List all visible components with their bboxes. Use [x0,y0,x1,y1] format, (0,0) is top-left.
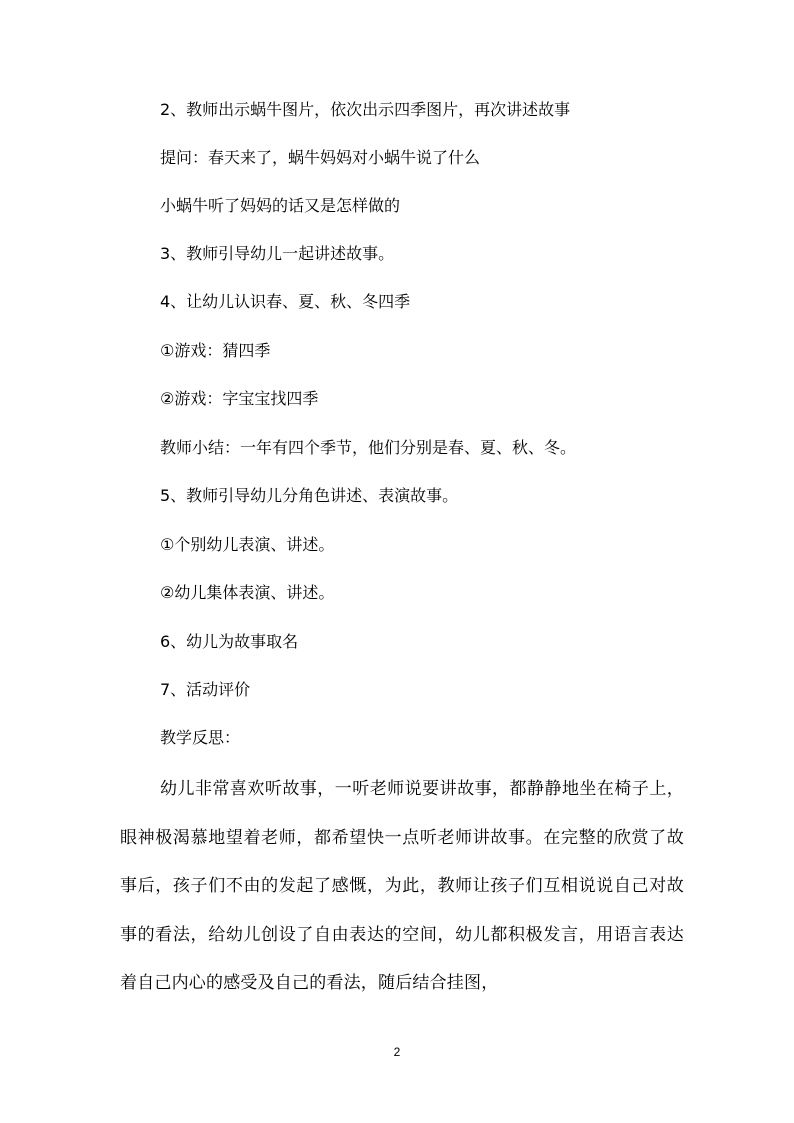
text-line-2: 提问：春天来了，蜗牛妈妈对小蜗牛说了什么 [160,148,481,167]
text-line-3: 小蜗牛听了妈妈的话又是怎样做的 [160,196,401,215]
text-line-10: ①个别幼儿表演、讲述。 [160,535,335,554]
text-line-1: 2、教师出示蜗牛图片，依次出示四季图片，再次讲述故事 [160,100,571,119]
text-line-8: 教师小结：一年有四个季节，他们分别是春、夏、秋、冬。 [160,438,577,457]
text-line-13: 7、活动评价 [160,680,251,699]
text-line-4: 3、教师引导幼儿一起讲述故事。 [160,244,395,263]
text-line-14: 教学反思： [160,728,241,747]
text-line-9: 5、教师引导幼儿分角色讲述、表演故事。 [160,486,459,505]
text-line-6: ①游戏：猜四季 [160,341,271,360]
text-line-5: 4、让幼儿认识春、夏、秋、冬四季 [160,292,411,311]
page-number: 2 [393,1045,401,1059]
reflection-paragraph: 幼儿非常喜欢听故事，一听老师说要讲故事，都静静地坐在椅子上，眼神极渴慕地望着老师，都希望快一点听老师讲故事。在完整的欣赏了故事后，孩子们不由的发起了感慨，为此，教师让孩子们互相说说自己对故事的看法，给幼儿创设了自由表达的空间，幼儿都积极发言，用语言表达着自己内心的感受及自己的看法，随后结合挂图， [120,779,684,993]
text-line-11: ②幼儿集体表演、讲述。 [160,583,335,602]
text-line-7: ②游戏：字宝宝找四季 [160,389,319,408]
text-line-12: 6、幼儿为故事取名 [160,632,299,651]
